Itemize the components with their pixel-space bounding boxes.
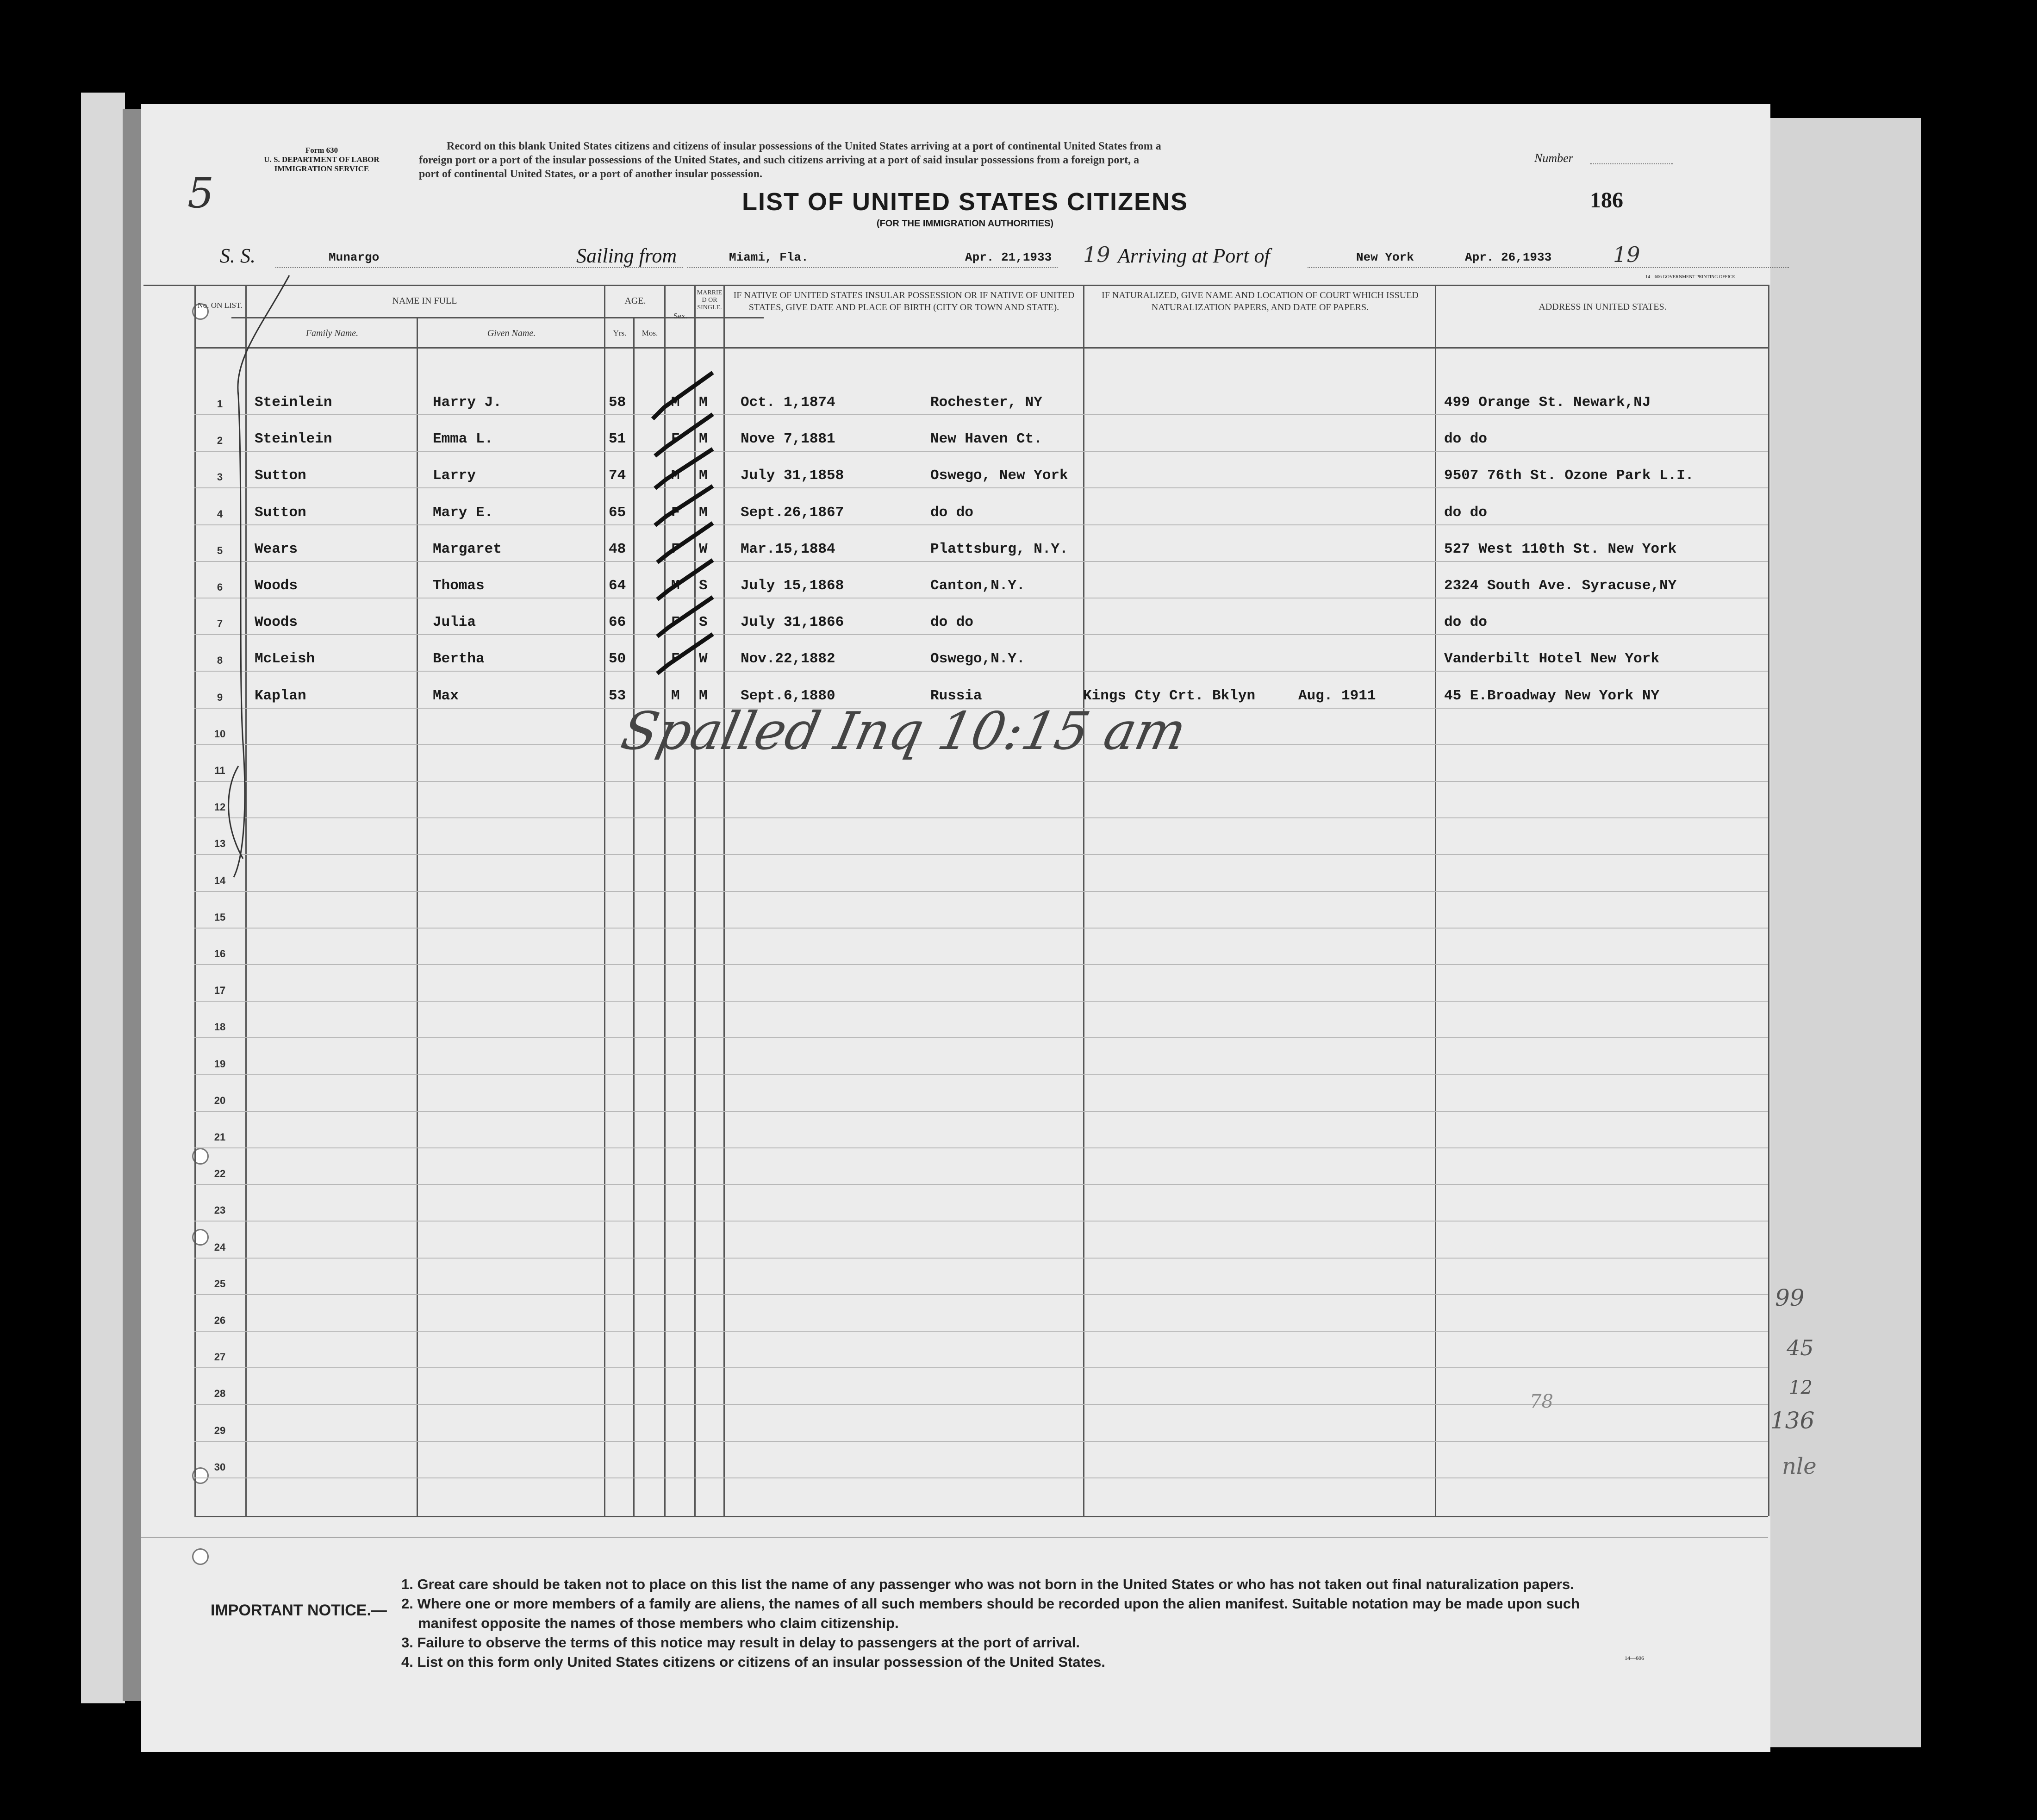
family-name-cell: Steinlein [255, 431, 332, 448]
table-top-border [143, 285, 1768, 286]
address-cell: 45 E.Broadway New York NY [1444, 687, 1660, 704]
row-number: 5 [217, 544, 223, 556]
address-cell: 2324 South Ave. Syracuse,NY [1444, 578, 1677, 594]
row-number: 15 [214, 911, 226, 923]
address-cell: 527 West 110th St. New York [1444, 541, 1677, 557]
row-line [194, 781, 1768, 782]
header-naturalized: IF NATURALIZED, GIVE NAME AND LOCATION OF COURT WHICH ISSUED NATURALIZATION PAPERS, AND DATE OF PAPERS. [1102, 290, 1419, 312]
row-line [194, 1221, 1768, 1222]
age-cell: 51 [609, 431, 626, 448]
age-cell: 66 [609, 614, 626, 631]
header-name-in-full: NAME IN FULL [392, 296, 457, 306]
birth-place-cell: Canton,N.Y. [930, 578, 1025, 594]
check-mark-icon [653, 373, 713, 419]
form-subtitle: (FOR THE IMMIGRATION AUTHORITIES) [876, 218, 1054, 229]
row-number: 26 [214, 1315, 226, 1326]
check-mark-icon [657, 597, 713, 636]
address-cell: Vanderbilt Hotel New York [1444, 651, 1660, 667]
birth-date-cell: Sept.26,1867 [741, 504, 844, 521]
sex-cell: M [671, 467, 680, 484]
header-birth: IF NATIVE OF UNITED STATES INSULAR POSSESSION OR IF NATIVE OF UNITED STATES, GIVE DATE AND PLACE OF BIRTH (CITY OR TOWN AND STATE). [733, 290, 1075, 312]
form-instructions [419, 139, 1645, 181]
row-line [194, 1367, 1768, 1368]
check-mark-icon [655, 449, 713, 488]
handwritten-mark: 5 [187, 169, 214, 218]
birth-place-cell: Plattsburg, N.Y. [930, 541, 1068, 557]
notice-line: 1. Great care should be taken not to place on this list the name of any passenger who was not born in the United States or who has not taken out final naturalization papers. [401, 1576, 1574, 1592]
notice-line: manifest opposite the names of those members who claim citizenship. [418, 1615, 899, 1631]
row-line [194, 964, 1768, 965]
row-number: 19 [214, 1058, 226, 1070]
age-cell: 64 [609, 578, 626, 594]
row-line [194, 854, 1768, 855]
age-cell: 74 [609, 467, 626, 484]
number-field-line [1590, 163, 1673, 164]
birth-date-cell: Nov.22,1882 [741, 651, 835, 667]
bracket-mark-icon [234, 275, 289, 877]
row-number: 22 [214, 1168, 226, 1180]
bracket-mark [224, 257, 299, 905]
row-line [194, 1258, 1768, 1259]
check-mark-icon [657, 634, 713, 673]
row-line [194, 414, 1768, 415]
check-mark-icon [657, 523, 713, 562]
birth-date-cell: July 15,1868 [741, 578, 844, 594]
ss-label: S. S. [220, 244, 255, 267]
family-name-cell: Sutton [255, 504, 306, 521]
binder-strip [81, 93, 125, 1703]
family-name-cell: Woods [255, 578, 298, 594]
address-cell: 499 Orange St. Newark,NJ [1444, 394, 1651, 411]
check-mark-icon [657, 560, 713, 599]
margin-note: nle [1782, 1453, 1817, 1479]
service-name: IMMIGRATION SERVICE [274, 164, 369, 173]
age-cell: 58 [609, 394, 626, 411]
row-line [194, 1331, 1768, 1332]
sailing-from: Miami, Fla. [729, 250, 809, 264]
status-cell: S [699, 614, 708, 631]
notice-divider [141, 1537, 1768, 1538]
header-no-on-list: No. ON LIST. [197, 301, 243, 310]
naturalization-date-cell: Aug. 1911 [1298, 687, 1376, 704]
row-line [194, 891, 1768, 892]
given-name-cell: Max [433, 687, 459, 704]
birth-date-cell: July 31,1858 [741, 467, 844, 484]
given-name-cell: Mary E. [433, 504, 493, 521]
row-number: 12 [214, 801, 226, 813]
sex-cell: M [671, 394, 680, 411]
handwritten-stamp-note: Spalled Inq 10:15 am [616, 701, 1192, 761]
given-name-cell: Harry J. [433, 394, 502, 411]
row-line [194, 1184, 1768, 1185]
row-number: 27 [214, 1351, 226, 1363]
column-divider [1768, 285, 1769, 1516]
status-cell: M [699, 431, 708, 448]
row-line [194, 487, 1768, 488]
status-cell: M [699, 467, 708, 484]
address-cell: do do [1444, 431, 1488, 448]
birth-place-cell: Oswego,N.Y. [930, 651, 1025, 667]
row-number: 18 [214, 1021, 226, 1033]
row-line [194, 1074, 1768, 1075]
form-number: Form 630 [305, 146, 338, 155]
sheet-number: 186 [1590, 188, 1623, 212]
row-line [194, 451, 1768, 452]
row-number: 21 [214, 1131, 226, 1143]
naturalization-cell: Kings Cty Crt. Bklyn [1083, 687, 1256, 704]
row-number: 4 [217, 508, 223, 520]
birth-place-cell: do do [930, 504, 974, 521]
punch-hole [192, 1548, 209, 1565]
form-title: LIST OF UNITED STATES CITIZENS [742, 188, 1188, 216]
column-divider [417, 317, 418, 1516]
row-number: 1 [217, 398, 223, 410]
row-number: 28 [214, 1388, 226, 1400]
footer-code: 14—606 [1625, 1655, 1644, 1661]
instruction-line: port of continental United States, or a port of another insular possession. [419, 168, 763, 180]
birth-date-cell: Sept.6,1880 [741, 687, 835, 704]
row-number: 20 [214, 1094, 226, 1106]
row-line [194, 1477, 1768, 1478]
row-line [194, 1441, 1768, 1442]
row-line [194, 671, 1768, 672]
notice-label: IMPORTANT NOTICE.— [211, 1602, 387, 1619]
row-number: 13 [214, 838, 226, 850]
age-cell: 65 [609, 504, 626, 521]
sex-cell: M [671, 687, 680, 704]
sex-cell: F [671, 504, 680, 521]
row-line [194, 1147, 1768, 1148]
row-line [194, 928, 1768, 929]
row-number: 8 [217, 654, 223, 667]
row-number: 3 [217, 471, 223, 483]
row-line [194, 561, 1768, 562]
sailing-year-label: 19 [1083, 242, 1110, 267]
age-cell: 48 [609, 541, 626, 557]
margin-note: 136 [1770, 1407, 1815, 1434]
family-name-cell: McLeish [255, 651, 315, 667]
arriving-label: Arriving at Port of [1118, 244, 1270, 267]
status-cell: M [699, 504, 708, 521]
notice-line: 2. Where one or more members of a family are aliens, the names of all such members should be recorded upon the alien manifest. Suitable notation may be made upon such [401, 1596, 1580, 1612]
row-number: 17 [214, 985, 226, 997]
arriving-date: Apr. 26,1933 [1465, 250, 1552, 264]
status-cell: S [699, 578, 708, 594]
birth-place-cell: Russia [930, 687, 982, 704]
department-name: U. S. DEPARTMENT OF LABOR [264, 155, 380, 164]
status-cell: W [699, 541, 708, 557]
row-line [194, 634, 1768, 635]
header-sex: Sex. [673, 312, 687, 320]
birth-place-cell: Rochester, NY [930, 394, 1042, 411]
print-code: 14—606 GOVERNMENT PRINTING OFFICE [1645, 274, 1735, 280]
header-mos: Mos. [642, 329, 658, 337]
header-family-name: Family Name. [305, 328, 359, 338]
family-name-cell: Sutton [255, 467, 306, 484]
form-issuer [245, 146, 398, 174]
row-line [194, 1294, 1768, 1295]
given-name-cell: Bertha [433, 651, 485, 667]
birth-place-cell: Oswego, New York [930, 467, 1068, 484]
instruction-line: foreign port or a port of the insular possessions of the United States, and such citizens arriving at a port of said insular possessions from a foreign port, a [419, 154, 1140, 166]
notice-line: 3. Failure to observe the terms of this notice may result in delay to passengers at the port of arrival. [401, 1634, 1080, 1651]
family-name-cell: Steinlein [255, 394, 332, 411]
age-cell: 50 [609, 651, 626, 667]
row-number: 10 [214, 728, 226, 740]
header-bottom-border [194, 347, 1768, 349]
margin-note: 99 [1775, 1284, 1805, 1311]
column-divider [633, 317, 635, 1516]
manifest-page [141, 104, 1770, 1752]
row-number: 11 [214, 765, 225, 776]
birth-date-cell: July 31,1866 [741, 614, 844, 631]
row-line [194, 1037, 1768, 1038]
address-cell: 9507 76th St. Ozone Park L.I. [1444, 467, 1694, 484]
address-cell: do do [1444, 504, 1488, 521]
row-line [194, 1111, 1768, 1112]
birth-date-cell: Oct. 1,1874 [741, 394, 835, 411]
row-number: 25 [214, 1278, 226, 1290]
row-number: 2 [217, 435, 223, 447]
instruction-line: Record on this blank United States citizens and citizens of insular possessions of the United States arriving at a port of continental United States from a [447, 140, 1161, 152]
row-number: 7 [217, 618, 223, 630]
row-number: 9 [217, 691, 223, 703]
address-cell: do do [1444, 614, 1488, 631]
binder-shadow [123, 109, 143, 1701]
sailing-label: Sailing from [576, 244, 677, 267]
sailing-date: Apr. 21,1933 [965, 250, 1052, 264]
sex-cell: F [671, 431, 680, 448]
check-mark-icon [655, 486, 713, 525]
status-cell: M [699, 394, 708, 411]
arriving-line [1308, 267, 1789, 268]
family-name-cell: Woods [255, 614, 298, 631]
margin-note: 45 [1787, 1335, 1814, 1360]
birth-date-cell: Nove 7,1881 [741, 431, 835, 448]
ship-name: Munargo [329, 250, 380, 264]
family-name-cell: Wears [255, 541, 298, 557]
header-address: ADDRESS IN UNITED STATES. [1539, 302, 1667, 312]
row-number: 29 [214, 1424, 226, 1436]
arriving-year-label: 19 [1613, 242, 1640, 267]
margin-note: 12 [1789, 1377, 1813, 1398]
sex-cell: F [671, 614, 680, 631]
row-number: 23 [214, 1204, 226, 1216]
sex-cell: F [671, 541, 680, 557]
birth-date-cell: Mar.15,1884 [741, 541, 835, 557]
family-name-cell: Kaplan [255, 687, 306, 704]
given-name-cell: Larry [433, 467, 476, 484]
given-name-cell: Thomas [433, 578, 485, 594]
bracket-mark-icon [229, 766, 243, 859]
arriving-port: New York [1356, 250, 1414, 264]
table-bottom-border [194, 1516, 1768, 1517]
birth-place-cell: do do [930, 614, 974, 631]
row-number: 16 [214, 948, 226, 960]
header-given-name: Given Name. [487, 328, 536, 338]
sex-cell: M [671, 578, 680, 594]
sex-cell: F [671, 651, 680, 667]
status-cell: M [699, 687, 708, 704]
sailing-line [687, 267, 1058, 268]
number-label: Number [1534, 151, 1573, 165]
given-name-cell: Julia [433, 614, 476, 631]
row-number: 14 [214, 874, 226, 886]
header-yrs: Yrs. [613, 329, 627, 337]
adjacent-page [1763, 118, 1921, 1747]
birth-place-cell: New Haven Ct. [930, 431, 1042, 448]
given-name-cell: Emma L. [433, 431, 493, 448]
handwritten-page-note: 78 [1530, 1391, 1553, 1412]
header-married: MARRIED OR SINGLE. [697, 289, 723, 311]
check-mark-icon [655, 414, 713, 456]
row-line [194, 817, 1768, 818]
notice-line: 4. List on this form only United States citizens or citizens of an insular possession of the United States. [401, 1654, 1105, 1670]
row-number: 30 [214, 1461, 226, 1473]
row-line [194, 1001, 1768, 1002]
header-age: AGE. [624, 296, 646, 306]
given-name-cell: Margaret [433, 541, 502, 557]
row-number: 6 [217, 581, 223, 593]
status-cell: W [699, 651, 708, 667]
row-line [194, 524, 1768, 525]
age-cell: 53 [609, 687, 626, 704]
row-number: 24 [214, 1241, 226, 1253]
